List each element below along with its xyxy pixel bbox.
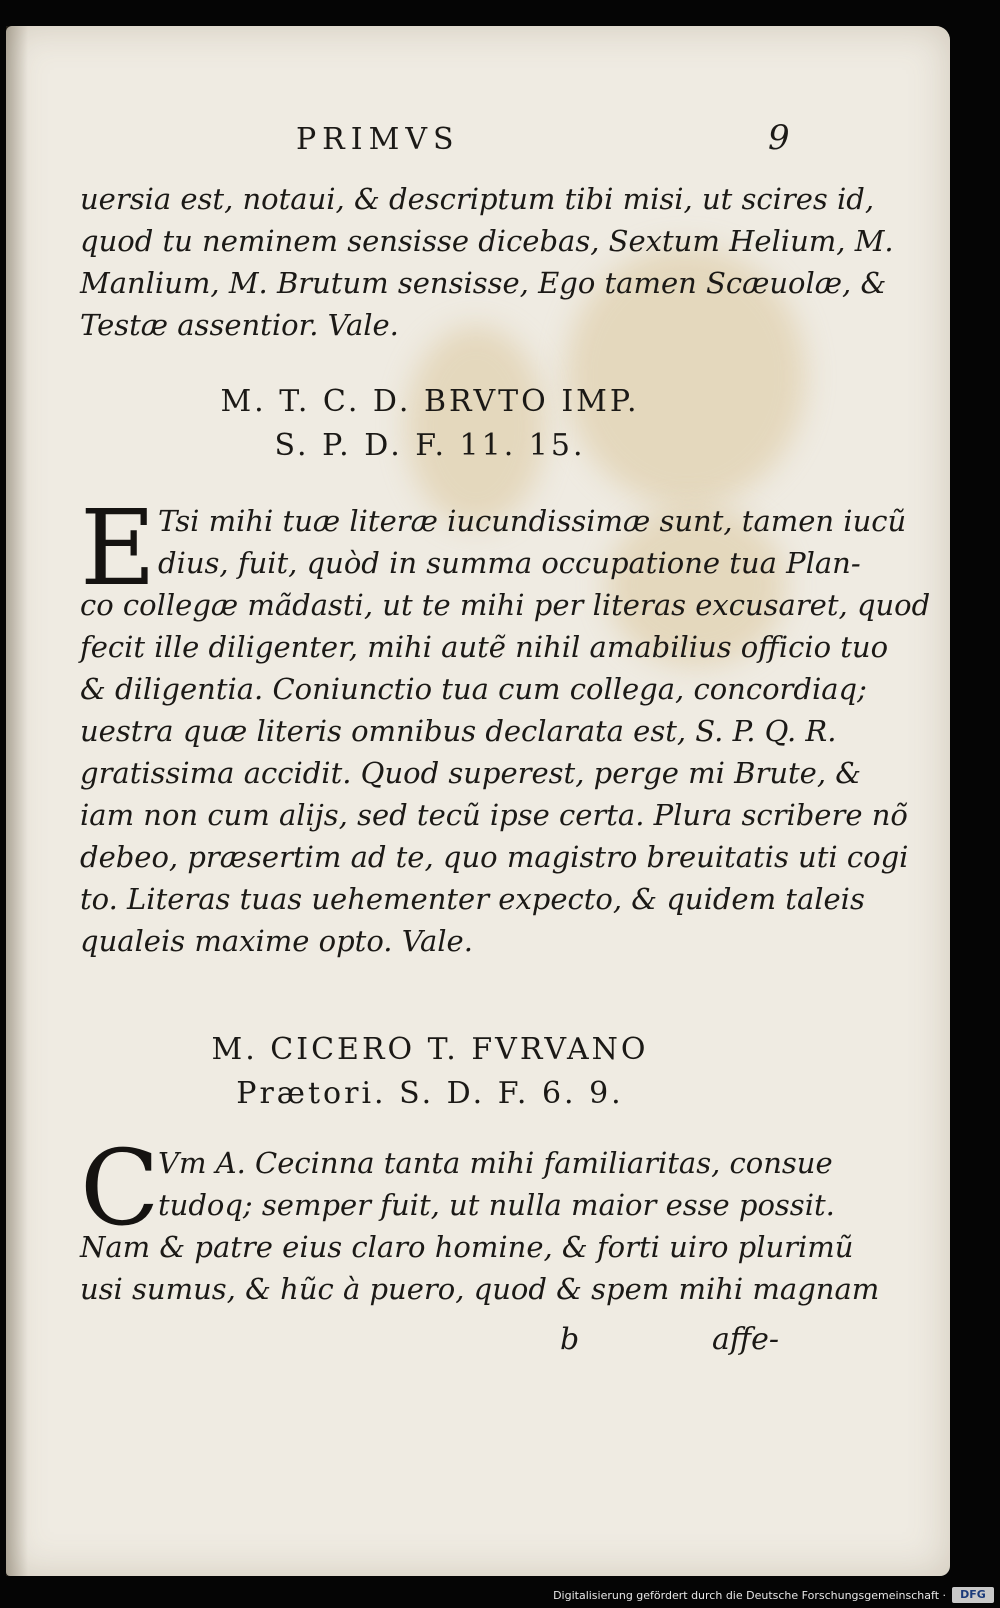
- footer-credit: Digitalisierung gefördert durch die Deutsche Forschungsgemeinschaft ·: [553, 1589, 946, 1602]
- catchword: affe-: [712, 1322, 780, 1357]
- text-line: tudoq; semper fuit, ut nulla maior esse possit.: [158, 1188, 835, 1222]
- footer-bar: [0, 1576, 1000, 1608]
- text-line: iam non cum alijs, sed tecũ ipse certa. Plura scribere nõ: [80, 798, 908, 832]
- text-line: Testæ assentior. Vale.: [80, 308, 399, 342]
- letter3-body: [80, 1127, 880, 1310]
- text-line: quod tu neminem sensisse dicebas, Sextum Helium, M.: [80, 224, 894, 258]
- text-line: to. Literas tuas uehementer expecto, & quidem taleis: [80, 882, 865, 916]
- letter1-tail: [80, 178, 894, 346]
- signature-mark: b: [560, 1322, 580, 1357]
- folio-number: 9: [768, 118, 790, 158]
- running-head: PRIMVS: [296, 122, 460, 157]
- text-line: & diligentia. Coniunctio tua cum collega, concordiaq;: [80, 672, 867, 706]
- dropcap-c: C: [80, 1127, 160, 1249]
- dfg-logo: DFG: [952, 1587, 994, 1603]
- text-line: uersia est, notaui, & descriptum tibi misi, ut scires id,: [80, 182, 875, 216]
- text-line: debeo, præsertim ad te, quo magistro breuitatis uti cogi: [80, 840, 909, 874]
- text-line: Vm A. Cecinna tanta mihi familiaritas, consue: [158, 1146, 833, 1180]
- text-line: qualeis maxime opto. Vale.: [80, 924, 473, 958]
- heading-line: S. P. D. F. 11. 15.: [274, 428, 586, 463]
- dropcap-e: E: [80, 487, 156, 609]
- heading-line: M. CICERO T. FVRVANO: [211, 1032, 649, 1067]
- text-line: usi sumus, & hũc à puero, quod & spem mihi magnam: [80, 1272, 880, 1306]
- text-line: uestra quæ literis omnibus declarata est, S. P. Q. R.: [80, 714, 837, 748]
- letter2-body: [80, 487, 931, 962]
- text-line: dius, fuit, quòd in summa occupatione tua Plan-: [158, 546, 861, 580]
- letter3-heading: [70, 1028, 790, 1116]
- text-line: fecit ille diligenter, mihi autẽ nihil amabilius officio tuo: [80, 630, 889, 664]
- text-line: Nam & patre eius claro homine, & forti uiro plurimũ: [80, 1230, 854, 1264]
- heading-line: M. T. C. D. BRVTO IMP.: [220, 384, 640, 419]
- text-line: gratissima accidit. Quod superest, perge mi Brute, &: [80, 756, 862, 790]
- text-line: Tsi mihi tuæ literæ iucundissimæ sunt, tamen iucũ: [158, 504, 907, 538]
- text-line: Manlium, M. Brutum sensisse, Ego tamen Scæuolæ, &: [80, 266, 887, 300]
- text-line: co collegæ mãdasti, ut te mihi per literas excusaret, quod: [80, 588, 931, 622]
- heading-line: Prætori. S. D. F. 6. 9.: [236, 1076, 624, 1111]
- page-gutter-shadow: [6, 26, 28, 1576]
- letter2-heading: [70, 380, 790, 468]
